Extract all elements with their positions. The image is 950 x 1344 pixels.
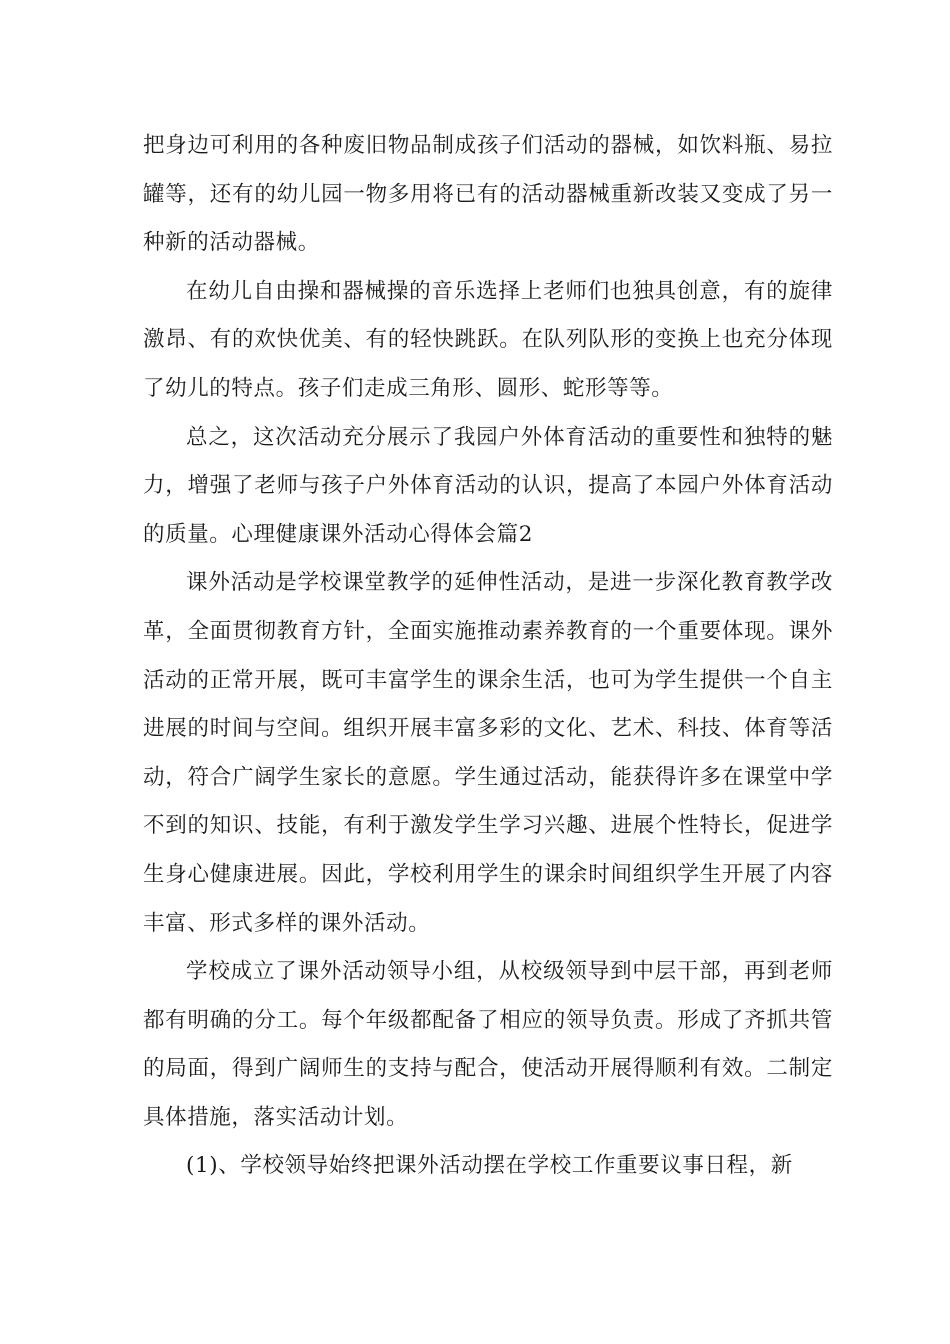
paragraph-measures: (1)、学校领导始终把课外活动摆在学校工作重要议事日程，新 <box>186 1153 793 1179</box>
paragraph-leadership-group: 学校成立了课外活动领导小组，从校级领导到中层干部，再到老师都有明确的分工。每个年级都配备了相应的领导负责。形成了齐抓共管的局面，得到广阔师生的支持与配合，使活动开展得顺利有效。二制定具体措施，落实活动计划。 <box>143 959 833 1130</box>
document-body <box>143 122 833 1191</box>
paragraph-continuation: 把身边可利用的各种废旧物品制成孩子们活动的器械，如饮料瓶、易拉罐等，还有的幼儿园一物多用将已有的活动器械重新改装又变成了另一种新的活动器械。 <box>143 133 833 256</box>
paragraph-summary: 总之，这次活动充分展示了我园户外体育活动的重要性和独特的魅力，增强了老师与孩子户外体育活动的认识，提高了本园户外体育活动的质量。心理健康课外活动心得体会篇2 <box>143 424 833 547</box>
paragraph-music-choice: 在幼儿自由操和器械操的音乐选择上老师们也独具创意，有的旋律激昂、有的欢快优美、有的轻快跳跃。在队列队形的变换上也充分体现了幼儿的特点。孩子们走成三角形、圆形、蛇形等等。 <box>143 278 833 401</box>
paragraph-extracurricular-intro: 课外活动是学校课堂教学的延伸性活动，是进一步深化教育教学改革，全面贯彻教育方针，全面实施推动素养教育的一个重要体现。课外活动的正常开展，既可丰富学生的课余生活，也可为学生提供一个自主进展的时间与空间。组织开展丰富多彩的文化、艺术、科技、体育等活动，符合广阔学生家长的意愿。学生通过活动，能获得许多在课堂中学不到的知识、技能，有利于激发学生学习兴趣、进展个性特长，促进学生身心健康进展。因此，学校利用学生的课余时间组织学生开展了内容丰富、形式多样的课外活动。 <box>143 570 833 936</box>
